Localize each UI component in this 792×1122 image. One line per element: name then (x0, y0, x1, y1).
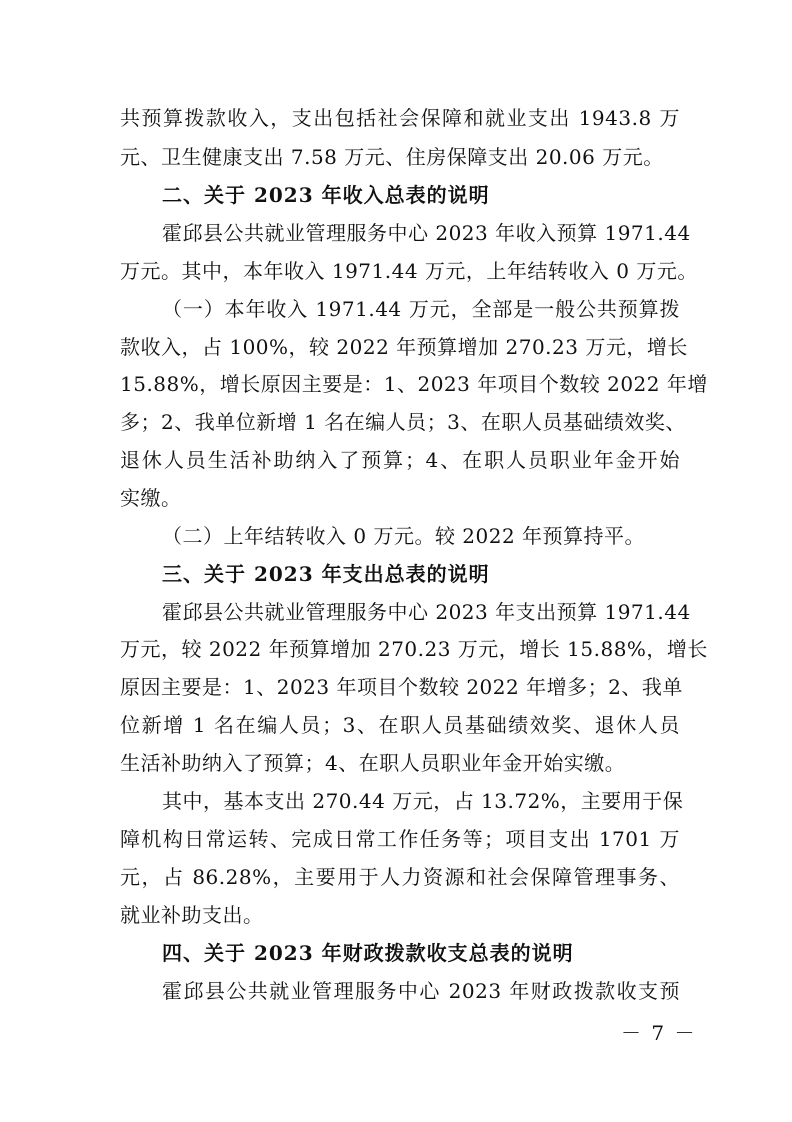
paragraph-line: 原因主要是：1、2023 年项目个数较 2022 年增多；2、我单 (120, 675, 683, 699)
paragraph-line: 霍邱县公共就业管理服务中心 2023 年支出预算 1971.44 (162, 600, 691, 624)
paragraph-line: 霍邱县公共就业管理服务中心 2023 年财政拨款收支预 (162, 979, 680, 1003)
paragraph-line: 霍邱县公共就业管理服务中心 2023 年收入预算 1971.44 (162, 221, 691, 245)
paragraph-line: 退休人员生活补助纳入了预算；4、在职人员职业年金开始 (120, 448, 680, 472)
paragraph-line: 15.88%，增长原因主要是：1、2023 年项目个数较 2022 年增 (120, 372, 708, 396)
page-number: － 7 － (621, 1021, 697, 1045)
paragraph-line: 生活补助纳入了预算；4、在职人员职业年金开始实缴。 (120, 751, 626, 775)
paragraph-line: 实缴。 (120, 486, 182, 510)
paragraph-line: 共预算拨款收入，支出包括社会保障和就业支出 1943.8 万 (120, 106, 680, 130)
paragraph-line: 款收入，占 100%，较 2022 年预算增加 270.23 万元，增长 (120, 335, 688, 359)
paragraph-line: 就业补助支出。 (120, 903, 264, 927)
paragraph-line: 元，占 86.28%，主要用于人力资源和社会保障管理事务、 (120, 865, 680, 889)
paragraph-line: 多；2、我单位新增 1 名在编人员；3、在职人员基础绩效奖、 (120, 410, 686, 434)
paragraph-line: 障机构日常运转、完成日常工作任务等；项目支出 1701 万 (120, 827, 680, 851)
paragraph-line: 万元，较 2022 年预算增加 270.23 万元，增长 15.88%，增长 (120, 637, 708, 661)
section-heading: 二、关于 2023 年收入总表的说明 (162, 183, 490, 207)
paragraph-line: 位新增 1 名在编人员；3、在职人员基础绩效奖、退休人员 (120, 713, 680, 737)
paragraph-line: 万元。其中，本年收入 1971.44 万元，上年结转收入 0 万元。 (120, 259, 698, 283)
section-heading: 四、关于 2023 年财政拨款收支总表的说明 (162, 941, 574, 965)
paragraph-line: （二）上年结转收入 0 万元。较 2022 年预算持平。 (162, 524, 646, 548)
paragraph-line: 元、卫生健康支出 7.58 万元、住房保障支出 20.06 万元。 (120, 145, 664, 169)
paragraph-line: 其中，基本支出 270.44 万元，占 13.72%，主要用于保 (162, 789, 684, 813)
section-heading: 三、关于 2023 年支出总表的说明 (162, 562, 490, 586)
paragraph-line: （一）本年收入 1971.44 万元，全部是一般公共预算拨 (162, 297, 680, 321)
